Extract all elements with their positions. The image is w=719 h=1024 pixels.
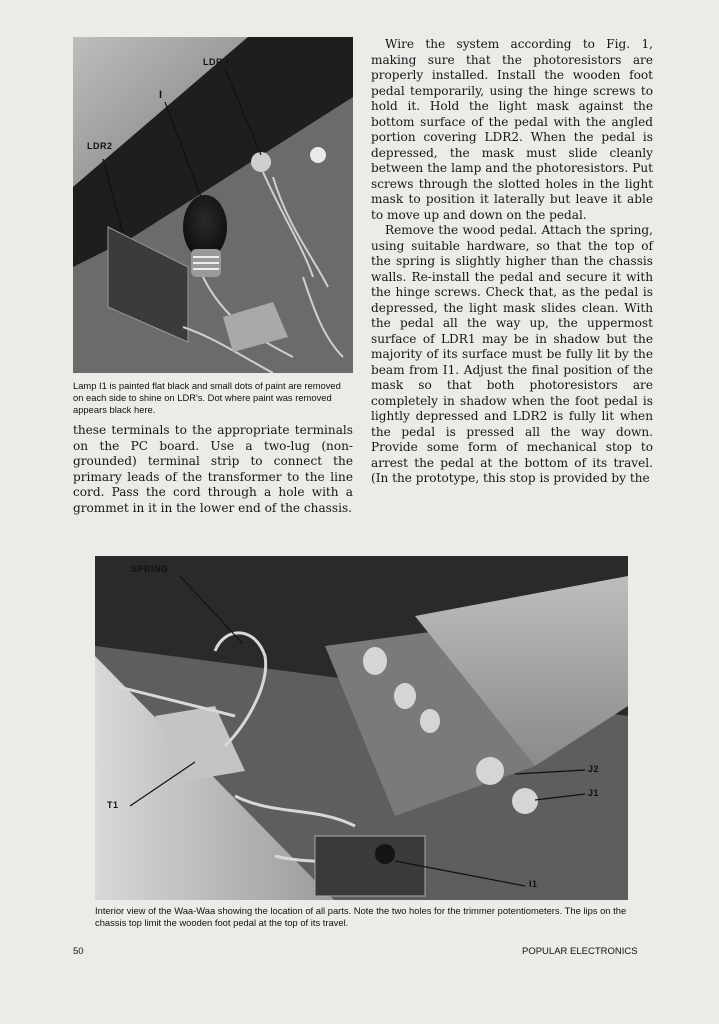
bottom-photo: [95, 556, 628, 900]
magazine-name: POPULAR ELECTRONICS: [522, 946, 638, 957]
page-number: 50: [73, 946, 84, 957]
right-column-text: [371, 37, 653, 487]
left-column-text: [73, 423, 353, 516]
label-spring: SPRING: [131, 564, 169, 574]
label-ldr2: LDR2: [87, 141, 113, 151]
label-i1-bottom: I1: [529, 879, 538, 889]
right-paragraph-2: Remove the wood pedal. Attach the spring, using suitable hardware, so that the top of the spring is slightly higher than the chassis walls. Re-install the pedal and secure it with the hinge screws. Check that, as the pedal is depressed, the light mask slides clean. With the pedal all the way up, the uppermost surface of LDR1 may be in shadow but the majority of its surface must be fully lit by the beam from I1. Adjust the final position of the mask so that both photoresistors are completely in shadow when the foot pedal is lightly depressed and LDR2 is fully lit when the pedal is pressed all the way down. Provide some form of mechanical stop to arrest the pedal at the bottom of its travel. (In the prototype, this stop is provided by the: [371, 223, 653, 485]
top-photo: [73, 37, 353, 373]
label-j2: J2: [588, 764, 600, 774]
label-i1: I: [159, 89, 163, 101]
label-j1: J1: [588, 788, 600, 798]
label-t1: T1: [107, 800, 119, 810]
label-ldr1: LDR I: [203, 57, 229, 67]
bottom-photo-image: [95, 556, 628, 900]
top-photo-caption: Lamp I1 is painted flat black and small dots of paint are removed on each side to shine on LDR's. Dot where paint was removed appears black here.: [73, 380, 341, 415]
bottom-photo-caption: Interior view of the Waa-Waa showing the location of all parts. Note the two holes for the trimmer potentiometers. The lips on the chassis top limit the wooden foot pedal at the top of its travel.: [95, 905, 627, 928]
top-photo-image: [73, 37, 353, 373]
right-paragraph-1: Wire the system according to Fig. 1, making sure that the photoresistors are properly installed. Install the wooden foot pedal temporarily, using the hinge screws to hold it. Hold the light mask against the bottom surface of the pedal with the angled portion covering LDR2. When the pedal is depressed, the mask must slide cleanly between the lamp and the photoresistors. Put screws through the slotted holes in the light mask to position it laterally but leave it able to move up and down on the pedal.: [371, 37, 653, 222]
left-paragraph: these terminals to the appropriate terminals on the PC board. Use a two-lug (non-grounded) terminal strip to connect the primary leads of the transformer to the line cord. Pass the cord through a hole with a grommet in it in the lower end of the chassis.: [73, 423, 353, 515]
